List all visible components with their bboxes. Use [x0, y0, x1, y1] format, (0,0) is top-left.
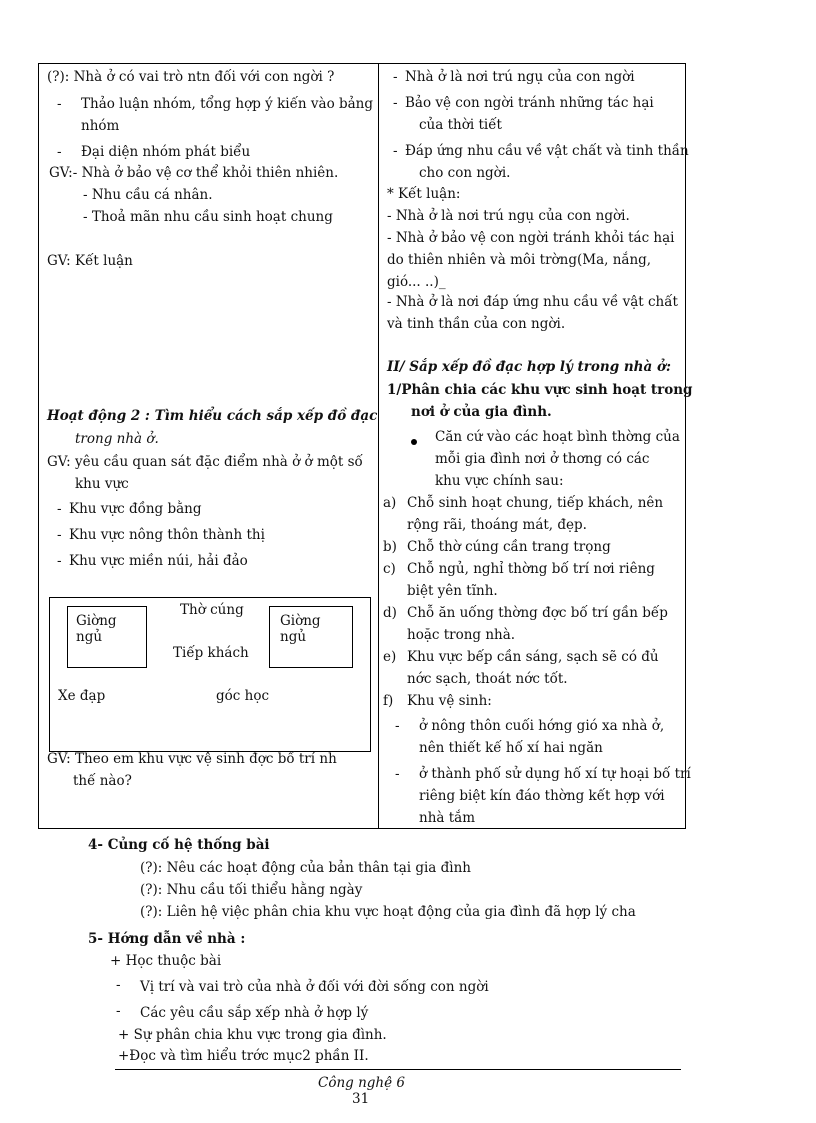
group-discussion-line	[81, 95, 374, 113]
question-role-of-house: (?): Nhà ở có vai trò ntn đối với con ngời ?	[47, 69, 335, 85]
sanitation-rural-cont: nên thiết kế hố xí hai ngăn	[419, 740, 603, 756]
conclusion-needs-cont: và tinh thần của con ngời.	[387, 316, 566, 332]
item-d-marker: d)	[383, 605, 397, 621]
section-2-heading: II/ Sắp xếp đồ đạc hợp lý trong nhà ở:	[387, 359, 671, 375]
bullet-text-end: khu vực chính sau:	[435, 473, 564, 489]
role-needs-line	[405, 142, 689, 160]
item-f-text: Khu vệ sinh:	[407, 693, 492, 709]
bedroom-left-label: Giờng ngủ	[76, 613, 117, 645]
area-mountain-island: Khu vực miền núi, hải đảo	[69, 553, 248, 569]
worship-label: Thờ cúng	[180, 602, 244, 618]
reception-label: Tiếp khách	[173, 645, 249, 661]
homework-arrangement: Các yêu cầu sắp xếp nhà ở hợp lý	[140, 1005, 369, 1021]
item-a-marker: a)	[383, 495, 397, 511]
item-b-text: Chỗ thờ cúng cần trang trọng	[407, 539, 611, 555]
item-c-marker: c)	[383, 561, 396, 577]
bullet-text-cont: mỗi gia đình nơi ở thơng có các	[435, 451, 650, 467]
group-discussion-cont: nhóm	[81, 118, 120, 134]
dash-marker: -	[57, 553, 62, 569]
area-rural-urban: Khu vực nông thôn thành thị	[69, 527, 265, 543]
role-protect: Bảo vệ con ngời tránh những tác hại	[405, 95, 654, 111]
conclusion-needs: - Nhà ở là nơi đáp ứng nhu cầu về vật chất	[387, 294, 678, 310]
study-corner-label: góc học	[216, 688, 270, 704]
teacher-note-personal: - Nhu cầu cá nhân.	[83, 187, 213, 203]
teacher-note-common: - Thoả mãn nhu cầu sinh hoạt chung	[83, 209, 333, 225]
conclusion-protect-line2	[387, 251, 679, 269]
homework-role: Vị trí và vai trò của nhà ở đối với đời sống con ngời	[140, 979, 489, 995]
subsection-1-heading-cont: nơi ở của gia đình.	[411, 404, 552, 420]
item-a-cont: rộng rãi, thoáng mát, đẹp.	[407, 517, 587, 533]
role-needs-cont: cho con ngời.	[419, 165, 511, 181]
item-f-marker: f)	[383, 693, 394, 709]
dash-marker: -	[116, 1003, 121, 1019]
homework-division: + Sự phân chia khu vực trong gia đình.	[118, 1027, 387, 1043]
subsection-1-heading: 1/Phân chia các khu vực sinh hoạt trong	[387, 382, 693, 398]
dash-marker: -	[57, 527, 62, 543]
teacher-sanitation-question: GV: Theo em khu vực vệ sinh đợc bố trí nh	[47, 751, 337, 767]
section-5-heading: 5- Hớng dẫn về nhà :	[88, 931, 246, 947]
group-representative: Đại diện nhóm phát biểu	[81, 144, 251, 160]
sanitation-urban: ở thành phố sử dụng hố xí tự hoại bố trí	[419, 766, 691, 782]
activity-2-heading: Hoạt động 2 : Tìm hiểu cách sắp xếp đồ đạc	[47, 408, 378, 424]
role-protect-line	[405, 94, 679, 112]
review-question-2: (?): Nhu cầu tối thiểu hằng ngày	[140, 882, 363, 898]
item-e-marker: e)	[383, 649, 397, 665]
teacher-observe: GV: yêu cầu quan sát đặc điểm nhà ở ở một số	[47, 454, 363, 470]
dash-marker: -	[395, 766, 400, 782]
group-discussion-text: Thảo luận nhóm, tổng hợp ý kiến vào bảng	[81, 96, 374, 112]
homework-read-ahead: +Đọc và tìm hiểu trớc mục2 phần II.	[118, 1048, 369, 1064]
conclusion-title: * Kết luận:	[387, 186, 461, 202]
sanitation-urban-cont: riêng biệt kín đáo thờng kết hợp với	[419, 788, 665, 804]
sanitation-rural-line	[419, 717, 679, 735]
dash-marker: -	[57, 501, 62, 517]
sanitation-urban-line2	[419, 787, 679, 805]
dash-marker: -	[393, 69, 398, 85]
teacher-note-protect: GV:- Nhà ở bảo vệ cơ thể khỏi thiên nhiên.	[49, 165, 339, 181]
item-a-line	[407, 494, 679, 512]
activity-2-heading-cont: trong nhà ở.	[75, 431, 159, 447]
bedroom-right-box	[269, 606, 353, 668]
item-d-text: Chỗ ăn uống thờng đợc bố trí gần bếp	[407, 605, 668, 621]
area-plains: Khu vực đồng bằng	[69, 501, 202, 517]
bedroom-right-label: Giờng ngủ	[280, 613, 321, 645]
item-d-line	[407, 604, 679, 622]
conclusion-needs-line	[387, 293, 679, 311]
teacher-observe-cont: khu vực	[75, 476, 129, 492]
subsection-1-line	[387, 381, 693, 399]
role-protect-cont: của thời tiết	[419, 117, 502, 133]
footer-subject: Công nghệ 6	[318, 1075, 405, 1091]
bullet-text-line2	[435, 450, 679, 468]
house-layout-diagram	[49, 597, 371, 752]
conclusion-protect: - Nhà ở bảo vệ con ngời tránh khỏi tác hại	[387, 230, 675, 246]
page-number: 31	[352, 1091, 370, 1107]
item-e-line	[407, 648, 679, 666]
conclusion-protect-line	[387, 229, 679, 247]
item-e-text: Khu vực bếp cần sáng, sạch sẽ có đủ	[407, 649, 659, 665]
review-question-1: (?): Nêu các hoạt động của bản thân tại gia đình	[140, 860, 472, 876]
teacher-sanitation-line	[47, 750, 367, 768]
role-needs: Đáp ứng nhu cầu về vật chất và tinh thần	[405, 143, 689, 159]
column-divider	[378, 64, 379, 828]
section-4-heading: 4- Củng cố hệ thống bài	[88, 837, 270, 853]
item-c-text: Chỗ ngủ, nghỉ thờng bố trí nơi riêng	[407, 561, 655, 577]
footer-rule	[115, 1069, 681, 1070]
bullet-icon	[411, 433, 417, 449]
dash-marker: -	[393, 143, 398, 159]
conclusion-protect-cont: do thiên nhiên và môi trờng(Ma, nắng,	[387, 252, 652, 268]
teacher-sanitation-cont: thế nào?	[73, 773, 132, 789]
dash-marker: -	[393, 95, 398, 111]
review-question-3: (?): Liên hệ việc phân chia khu vực hoạt động của gia đình đã hợp lý cha	[140, 904, 636, 920]
conclusion-protect-end: gió... ..)_	[387, 274, 446, 290]
conclusion-shelter: - Nhà ở là nơi trú ngụ của con ngời.	[387, 208, 630, 224]
dash-marker: -	[57, 96, 62, 112]
item-e-cont: nớc sạch, thoát nớc tốt.	[407, 671, 568, 687]
dash-marker: -	[57, 144, 62, 160]
role-shelter: Nhà ở là nơi trú ngụ của con ngời	[405, 69, 635, 85]
item-a-text: Chỗ sinh hoạt chung, tiếp khách, nên	[407, 495, 664, 511]
dash-marker: -	[395, 718, 400, 734]
lesson-table	[38, 63, 693, 829]
dash-marker: -	[116, 977, 121, 993]
sanitation-urban-end: nhà tắm	[419, 810, 476, 826]
sanitation-urban-line	[419, 765, 691, 783]
bicycle-label: Xe đạp	[58, 688, 106, 704]
bullet-text: Căn cứ vào các hoạt bình thờng của	[435, 429, 680, 445]
bullet-text-line	[435, 428, 679, 446]
bedroom-left-box	[67, 606, 147, 668]
teacher-conclusion: GV: Kết luận	[47, 253, 133, 269]
item-c-cont: biệt yên tĩnh.	[407, 583, 498, 599]
item-b-marker: b)	[383, 539, 397, 555]
sanitation-rural: ở nông thôn cuối hớng gió xa nhà ở,	[419, 718, 665, 734]
homework-learn: + Học thuộc bài	[110, 953, 222, 969]
item-c-line	[407, 560, 679, 578]
item-d-cont: hoặc trong nhà.	[407, 627, 516, 643]
